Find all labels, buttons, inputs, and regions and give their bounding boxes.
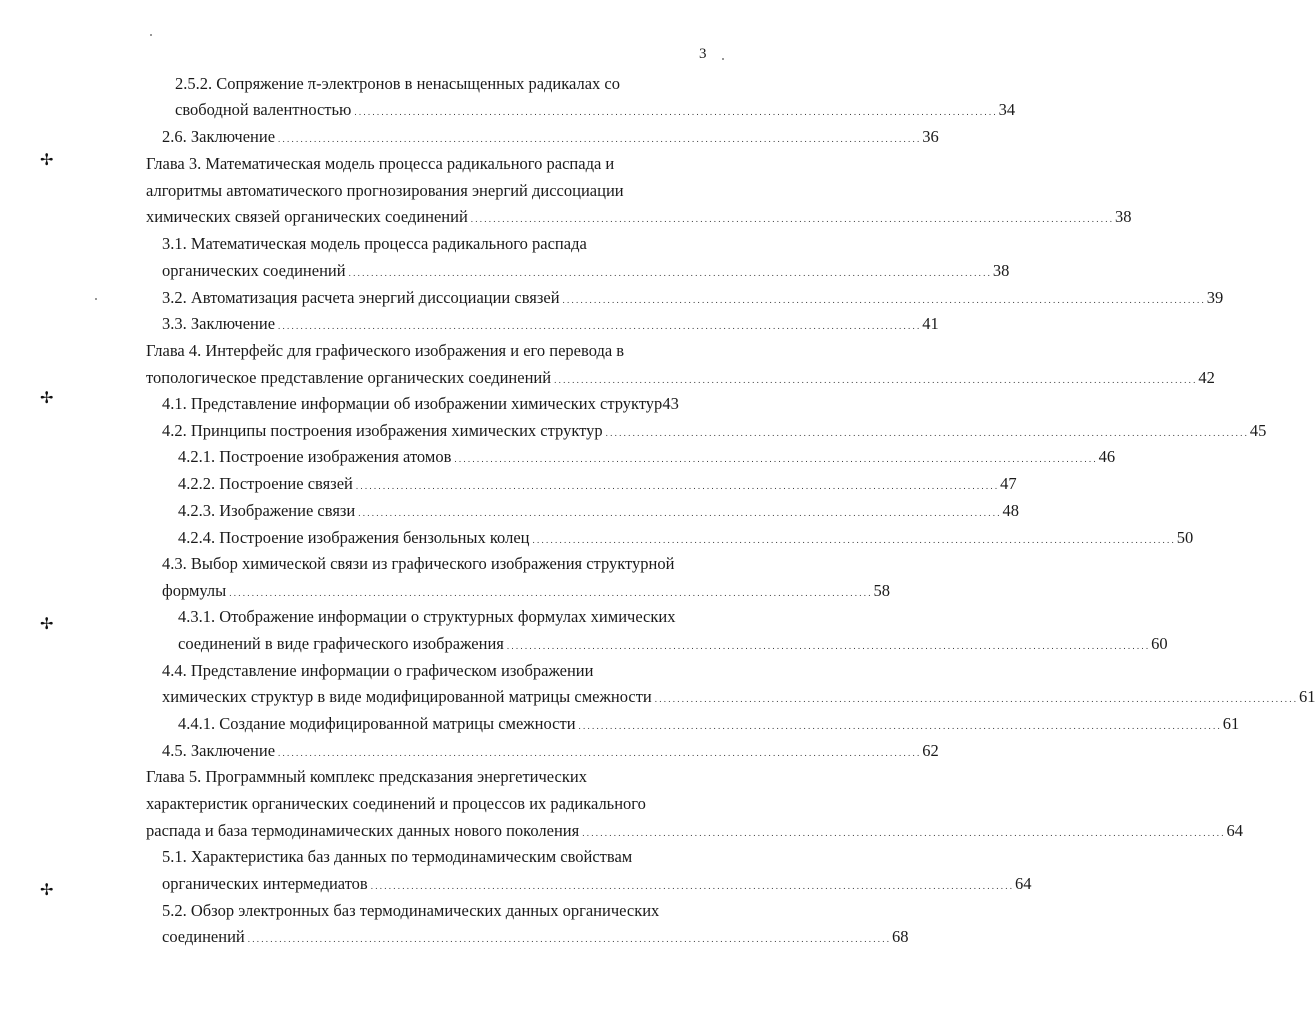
toc-entry: органических интермедиатов . . . 64 bbox=[162, 874, 707, 894]
toc-entry: 2.6. Заключение . . . 36 bbox=[162, 127, 707, 147]
scan-speck bbox=[95, 298, 97, 300]
leader-dots bbox=[655, 687, 1296, 709]
page-number: 3 bbox=[699, 46, 707, 62]
toc-entry: 5.2. Обзор электронных баз термодинамических данных органических bbox=[162, 901, 660, 920]
toc-entry: свободной валентностью . . . 34 bbox=[175, 100, 707, 120]
toc-entry: 4.1. Представление информации об изображении химических структур 43 bbox=[162, 394, 679, 413]
toc-entry: 4.3.1. Отображение информации о структурных формулах химических bbox=[178, 607, 676, 626]
toc-entry: соединений . . . 68 bbox=[162, 927, 707, 947]
toc-entry: 3.3. Заключение . . . 41 bbox=[162, 314, 707, 334]
leader-dots bbox=[278, 741, 919, 763]
scan-mark-icon: ✢ bbox=[40, 390, 54, 407]
toc-entry: 4.2. Принципы построения изображения химических структур . . . 45 bbox=[162, 421, 707, 441]
leader-dots bbox=[371, 874, 1012, 896]
leader-dots bbox=[606, 421, 1247, 443]
leader-dots bbox=[471, 207, 1112, 229]
leader-dots bbox=[358, 501, 999, 523]
toc-entry: 4.2.1. Построение изображения атомов . . . 46 bbox=[178, 447, 707, 467]
leader-dots bbox=[356, 474, 997, 496]
leader-dots bbox=[582, 821, 1223, 843]
toc-entry: 5.1. Характеристика баз данных по термодинамическим свойствам bbox=[162, 847, 633, 866]
leader-dots bbox=[349, 261, 990, 283]
leader-dots bbox=[229, 581, 870, 603]
toc-entry: 3.2. Автоматизация расчета энергий диссоциации связей . . . 39 bbox=[162, 288, 707, 308]
toc-chapter: Глава 4. Интерфейс для графического изображения и его перевода в bbox=[146, 341, 625, 360]
toc-entry: 4.4. Представление информации о графическом изображении bbox=[162, 661, 594, 680]
leader-dots bbox=[248, 927, 889, 949]
leader-dots bbox=[554, 368, 1195, 390]
leader-dots bbox=[579, 714, 1220, 736]
toc-entry: 4.4.1. Создание модифицированной матрицы смежности . . . 61 bbox=[178, 714, 707, 734]
toc-entry: органических соединений . . . 38 bbox=[162, 261, 707, 281]
toc-entry: 2.5.2. Сопряжение π-электронов в ненасыщенных радикалах со bbox=[175, 74, 620, 93]
leader-dots bbox=[454, 447, 1095, 469]
scan-speck bbox=[150, 34, 152, 36]
toc-chapter: Глава 5. Программный комплекс предсказания энергетических bbox=[146, 767, 587, 786]
scan-mark-icon: ✢ bbox=[40, 616, 54, 633]
toc-entry: 4.2.2. Построение связей . . . 47 bbox=[178, 474, 707, 494]
scan-speck bbox=[722, 58, 724, 60]
toc-entry: 4.2.3. Изображение связи . . . 48 bbox=[178, 501, 707, 521]
toc-chapter: распада и база термодинамических данных нового поколения . . . 64 bbox=[146, 821, 707, 841]
leader-dots bbox=[507, 634, 1148, 656]
leader-dots bbox=[532, 528, 1173, 550]
toc-chapter: Глава 3. Математическая модель процесса радикального распада и bbox=[146, 154, 615, 173]
toc-entry: химических структур в виде модифицированной матрицы смежности . . . 61 bbox=[162, 687, 707, 707]
scan-mark-icon: ✢ bbox=[40, 152, 54, 169]
toc-chapter: топологическое представление органических соединений . . . 42 bbox=[146, 368, 707, 388]
leader-dots bbox=[278, 314, 919, 336]
toc-chapter: алгоритмы автоматического прогнозирования энергий диссоциации bbox=[146, 181, 624, 200]
leader-dots bbox=[563, 288, 1204, 310]
toc-entry: 3.1. Математическая модель процесса радикального распада bbox=[162, 234, 587, 253]
toc-entry: формулы . . . 58 bbox=[162, 581, 707, 601]
toc-entry: 4.2.4. Построение изображения бензольных колец . . . 50 bbox=[178, 528, 707, 548]
leader-dots bbox=[278, 127, 919, 149]
toc-chapter: химических связей органических соединений . . . 38 bbox=[146, 207, 707, 227]
toc-chapter: характеристик органических соединений и процессов их радикального bbox=[146, 794, 646, 813]
toc-entry: соединений в виде графического изображения . . . 60 bbox=[178, 634, 707, 654]
toc-entry: 4.5. Заключение . . . 62 bbox=[162, 741, 707, 761]
toc-entry: 4.3. Выбор химической связи из графического изображения структурной bbox=[162, 554, 675, 573]
scan-mark-icon: ✢ bbox=[40, 882, 54, 899]
leader-dots bbox=[354, 100, 995, 122]
